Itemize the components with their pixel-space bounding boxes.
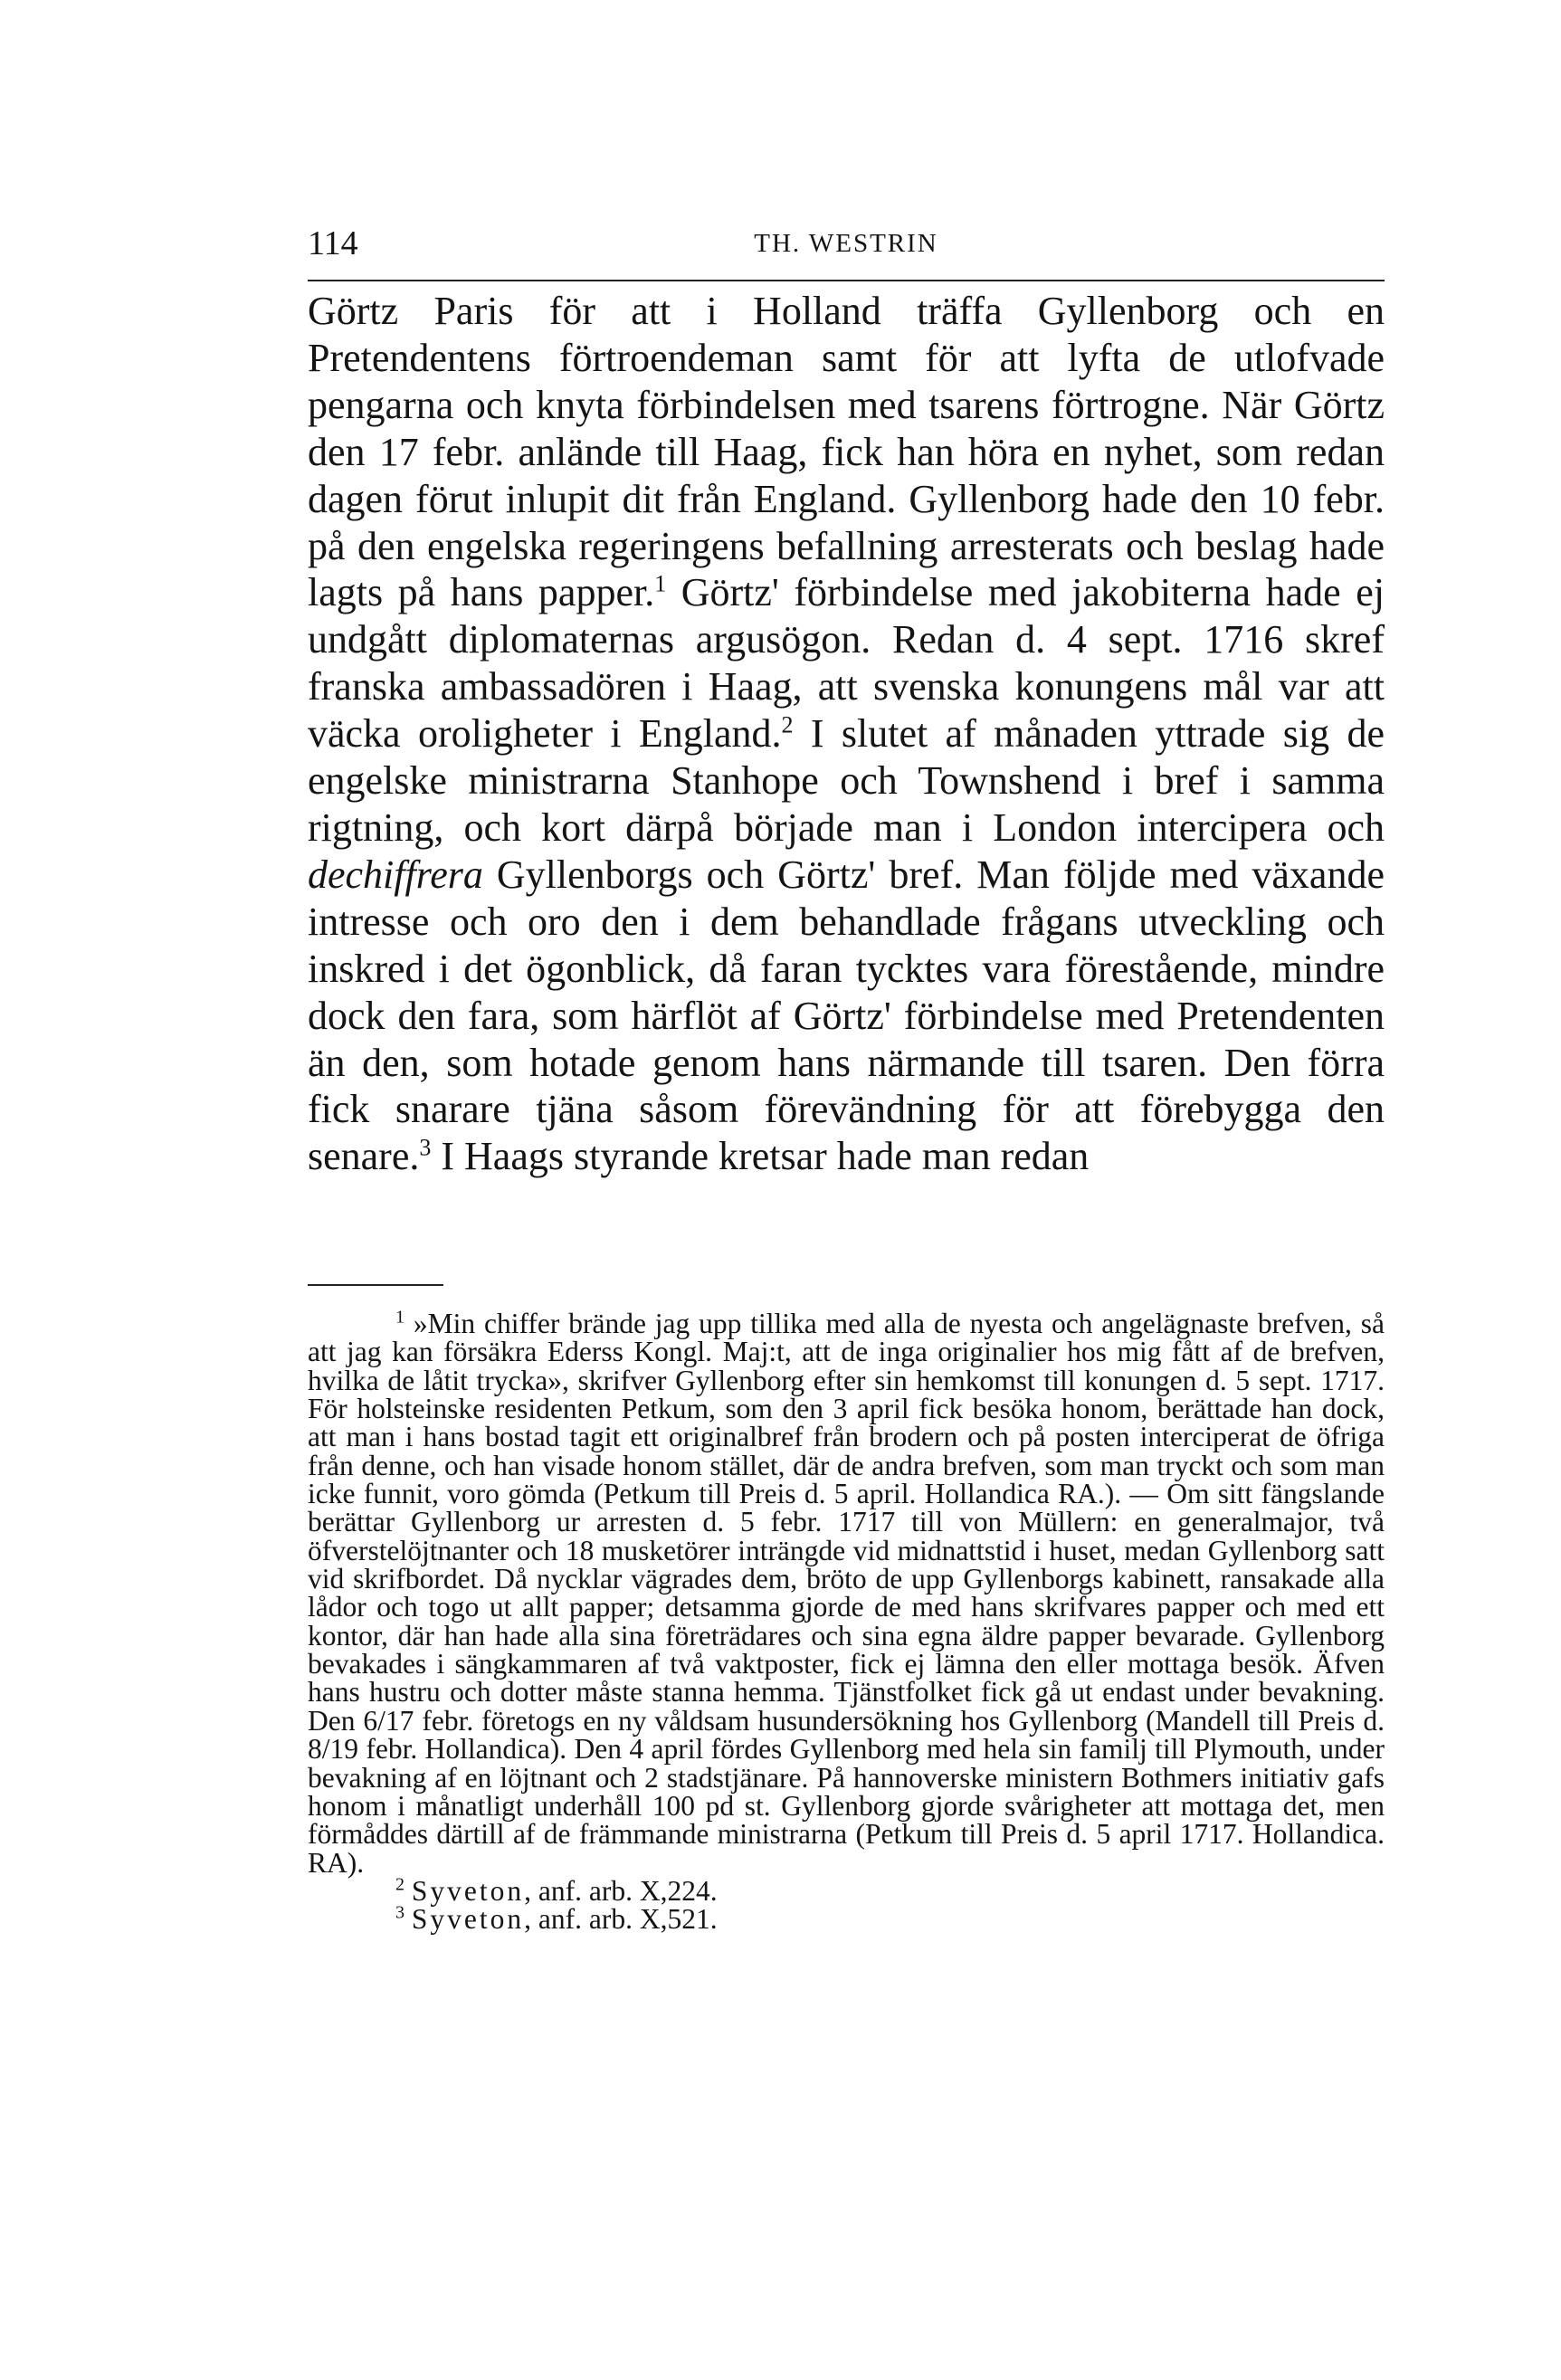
footnote-author: Syveton: [411, 1874, 525, 1907]
footnote-reference: 3: [419, 1134, 432, 1161]
footnote-number: 2: [395, 1874, 405, 1895]
footnote-2: [308, 1874, 1385, 1907]
footnote-3: [308, 1902, 1385, 1936]
footnote-separator: [308, 1284, 443, 1286]
footnote-number: 1: [395, 1307, 405, 1328]
italic-word: dechiffrera: [308, 852, 483, 897]
body-segment: I slutet af månaden yttrade sig de engelske ministrarna Stanhope och Townshend i bref i samma rigtning, och kort därpå började man i London intercipera och: [308, 711, 1385, 850]
running-head: [308, 220, 1385, 267]
body-segment: Görtz Paris för att i Holland träffa Gyllenborg och en Pretendentens förtroendeman samt för att lyfta de utlofvade pengarna och knyta förbindelsen med tsarens förtrogne. När Görtz den 17 febr. anlände till Haag, fick han höra en nyhet, som redan dagen förut inlupit dit från England. Gyllenborg hade den 10 febr. på den engelska regeringens befallning arresterats och beslag hade lagts på hans papper.: [308, 289, 1385, 615]
body-segment: Görtz' förbindelse med jakobiterna hade ej undgått diplomaternas argusögon. Redan d. 4 sept. 1716 skref franska ambassadören i Haag, att svenska konungens mål var att väcka oroligheter i England.: [308, 570, 1385, 757]
footnote-reference: 1: [654, 570, 667, 597]
footnote-reference: 2: [781, 711, 794, 738]
footnote-text: , anf. arb. X,521.: [524, 1903, 718, 1936]
body-segment: Gyllenborgs och Görtz' bref. Man följde med växande intresse och oro den i dem behandlade frågans utveckling och inskred i det ögonblick, då faran tycktes vara förestående, mindre dock den fara, som härflöt af Görtz' förbindelse med Pretendenten än den, som hotade genom hans närmande till tsaren. Den förra fick snarare tjäna såsom förevändning för att förebygga den senare.: [308, 852, 1385, 1179]
body-segment: I Haags styrande kretsar hade man redan: [431, 1134, 1090, 1179]
footnote-text: »Min chiffer brände jag upp tillika med alla de nyesta och angelägnaste brefven, så att jag kan försäkra Ederss Kongl. Maj:t, att de inga originalier hos mig fått af de brefven, hvilka de låtit trycka», skrifver Gyllenborg efter sin hemkomst till konungen d. 5 sept. 1717. För holsteinske residenten Petkum, som den 3 april fick besöka honom, berättade han dock, att man i hans bostad tagit ett originalbref från brodern och på posten interciperat de öfriga från denne, och han visade honom stället, där de andra brefven, som man tryckt och som man icke funnit, voro gömda (Petkum till Preis d. 5 april. Hollandica RA.). — Om sitt fängslande berättar Gyllenborg ur arresten d. 5 febr. 1717 till von Müllern: en generalmajor, två öfverstelöjtnanter och 18 musketörer inträngde vid midnattstid i huset, medan Gyllenborg satt vid skrifbordet. Då nycklar vägrades dem, bröto de upp Gyllenborgs kabinett, ransakade alla lådor och togo ut allt papper; detsamma gjorde de med hans skrifvares papper och med ett kontor, där han hade alla sina företrädares och sina egna äldre papper bevarade. Gyllenborg bevakades i sängkammaren af två vaktposter, fick ej lämna den eller mottaga besök. Äfven hans hustru och dotter måste stanna hemma. Tjänstfolket fick gå ut endast under bevakning. Den 6/17 febr. företogs en ny våldsam husundersökning hos Gyllenborg (Mandell till Preis d. 8/19 febr. Hollandica). Den 4 april fördes Gyllenborg med hela sin familj till Plymouth, under bevakning af en löjtnant och 2 stadstjänare. På hannoverske ministern Bothmers initiativ gafs honom i månatligt underhåll 100 pd st. Gyllenborg gjorde svårigheter att mottaga det, men förmåddes därtill af de främmande ministrarna (Petkum till Preis d. 5 april 1717. Hollandica. RA).: [308, 1308, 1385, 1879]
header-rule: [308, 280, 1385, 281]
footnote-text: , anf. arb. X,224.: [524, 1874, 718, 1907]
footnotes: [308, 1309, 1385, 1934]
running-title: TH. WESTRIN: [754, 229, 938, 258]
body-text: [308, 288, 1385, 1180]
footnote-number: 3: [395, 1902, 405, 1923]
page-number: 114: [308, 224, 358, 262]
footnote-1: [308, 1309, 1385, 1877]
footnote-author: Syveton: [411, 1903, 525, 1936]
